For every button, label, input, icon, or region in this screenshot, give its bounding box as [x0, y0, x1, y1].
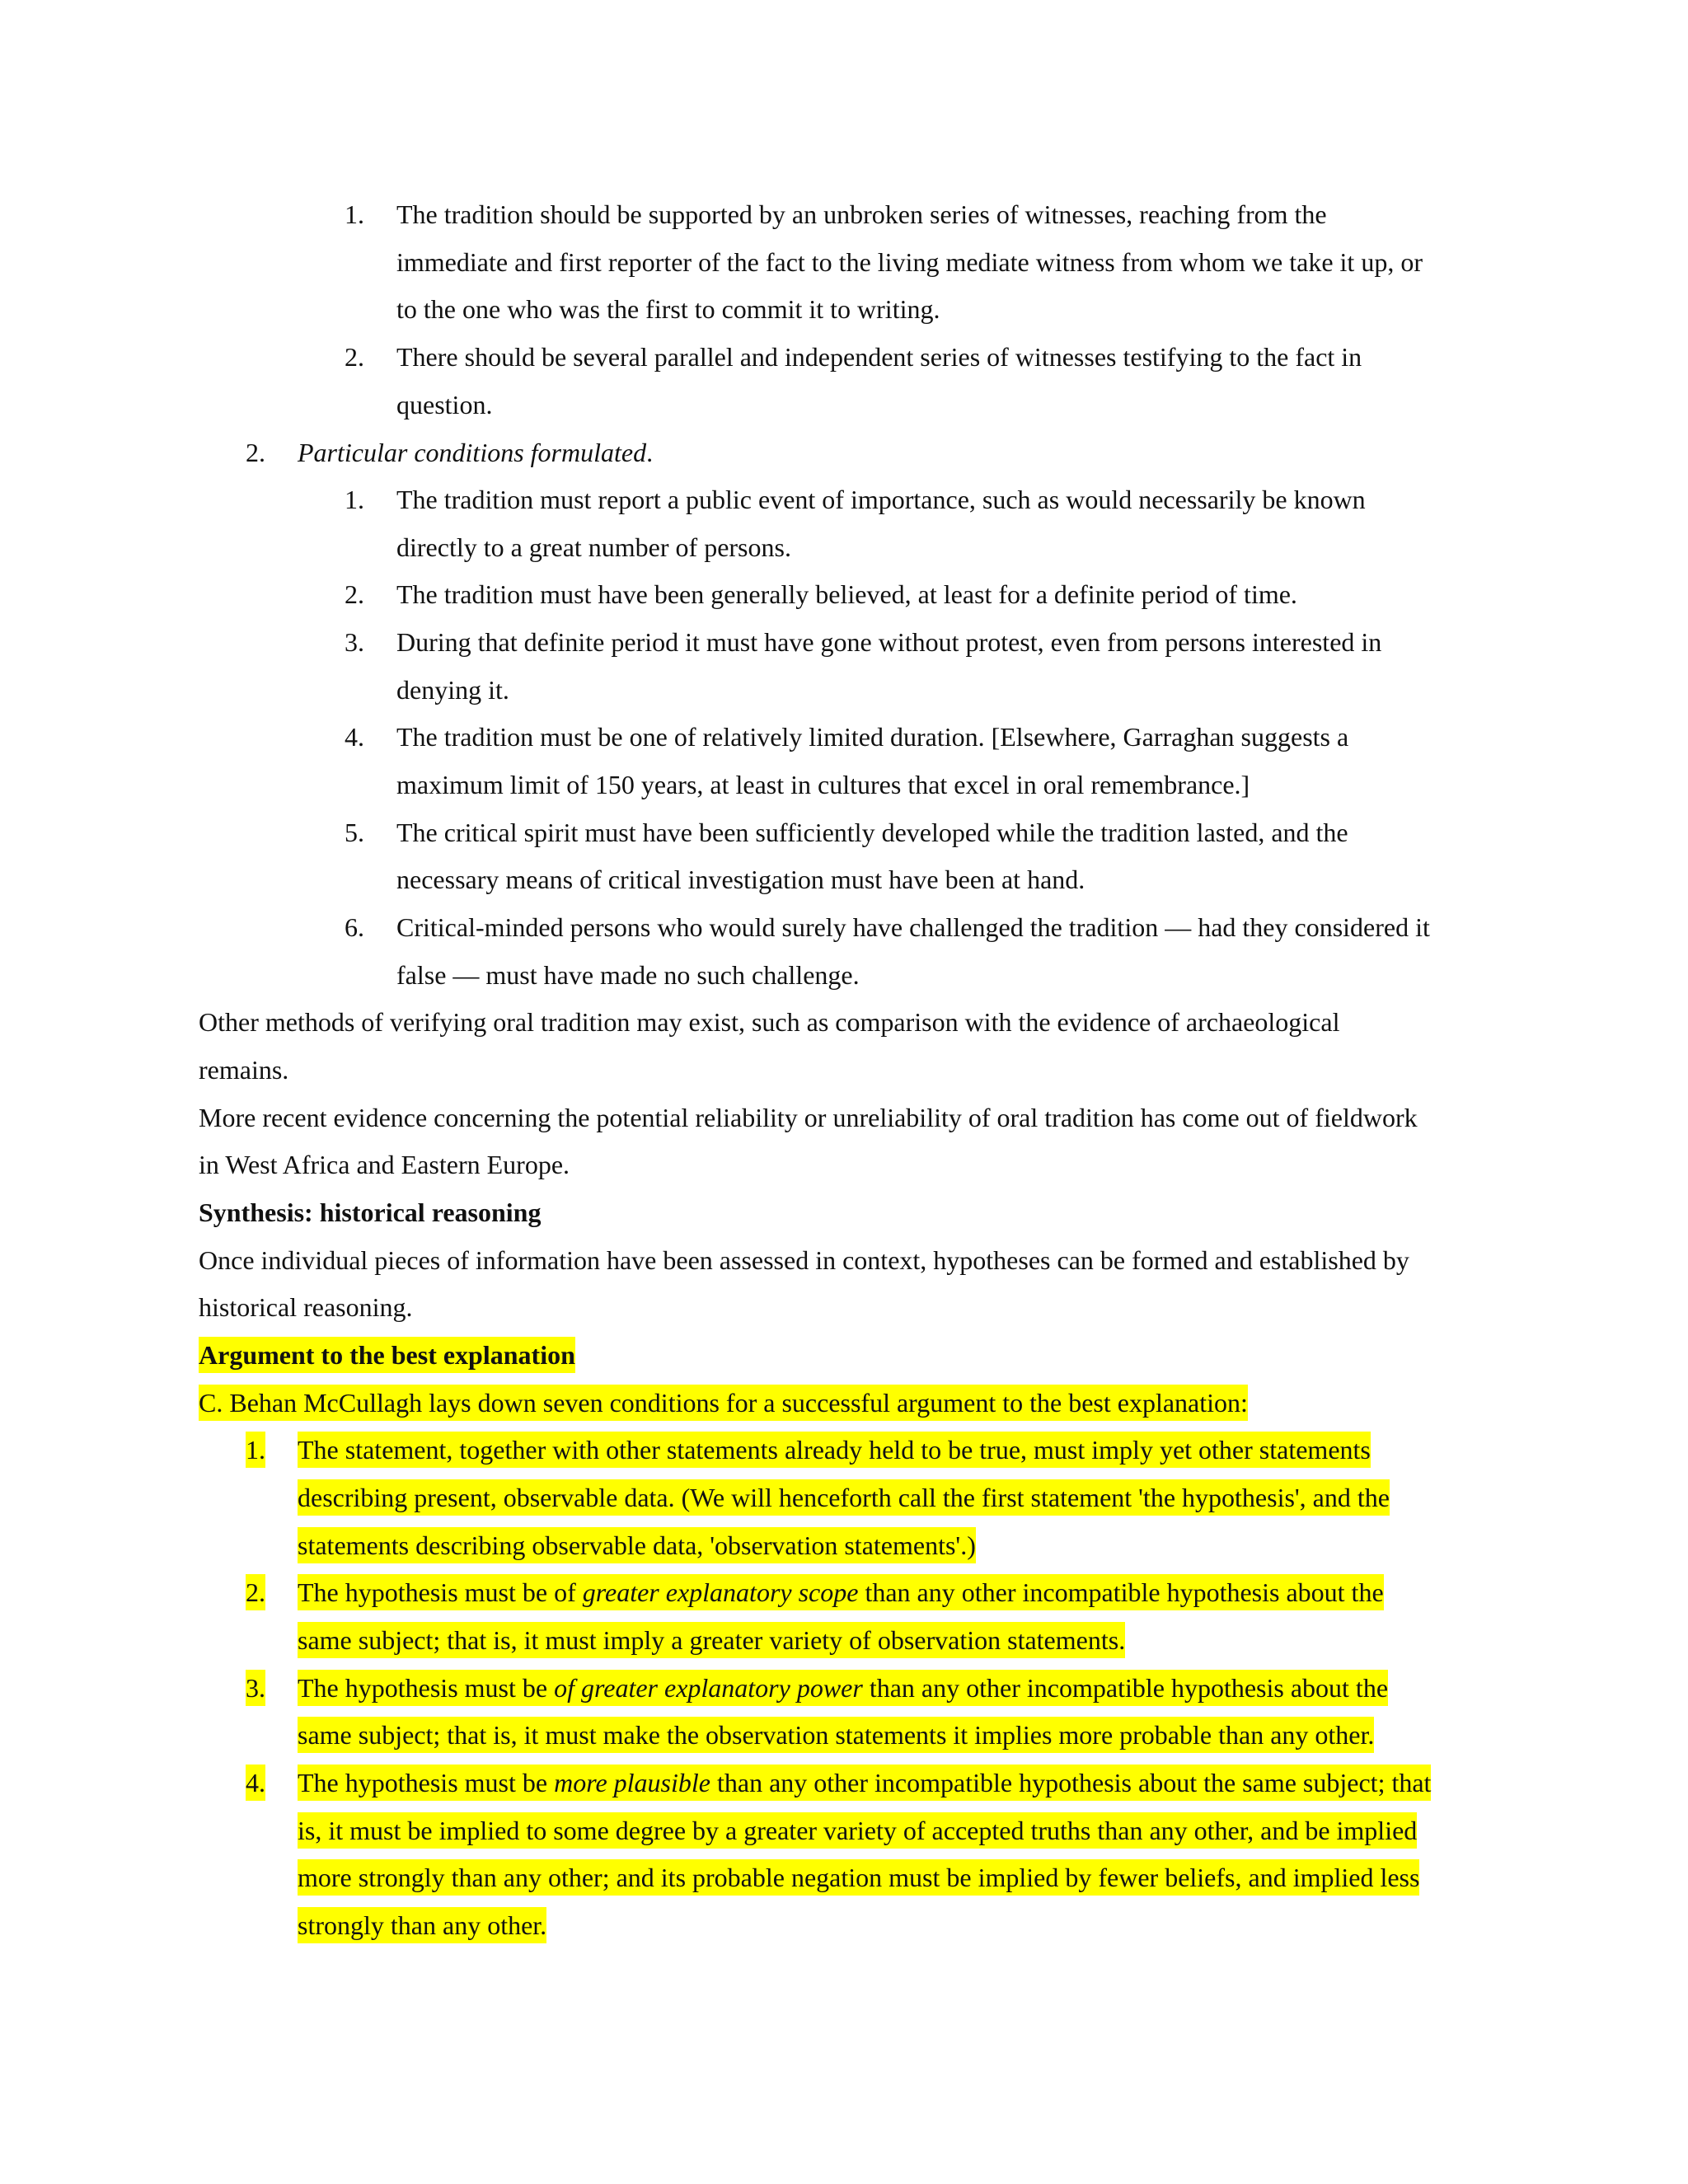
list-number: 1.	[345, 485, 364, 514]
list-item-text: directly to a great number of persons.	[396, 532, 791, 562]
list-item-text: The tradition must be one of relatively limited duration. [Elsewhere, Garraghan suggests a	[396, 722, 1349, 752]
list-item-text: same subject; that is, it must imply a greater variety of observation statements.	[298, 1622, 1125, 1658]
paragraph-text: in West Africa and Eastern Europe.	[199, 1150, 570, 1179]
list-item-text: The critical spirit must have been sufficiently developed while the tradition lasted, and the	[396, 818, 1348, 847]
list-item-text: maximum limit of 150 years, at least in cultures that excel in oral remembrance.]	[396, 770, 1250, 799]
list-item-text: statements describing observable data, 'observation statements'.)	[298, 1527, 976, 1563]
list-item-text: question.	[396, 390, 493, 419]
list-number: 2.	[345, 579, 364, 609]
list-number: 1.	[246, 1432, 265, 1468]
list-number: 4.	[246, 1765, 265, 1801]
paragraph-text: More recent evidence concerning the potential reliability or unreliability of oral tradition has come out of fieldwork	[199, 1103, 1418, 1132]
section-heading-highlighted: Argument to the best explanation	[199, 1337, 575, 1373]
list-item-text: immediate and first reporter of the fact to the living mediate witness from whom we take it up, or	[396, 247, 1423, 277]
list-item-text: same subject; that is, it must make the observation statements it implies more probable than any other.	[298, 1717, 1374, 1753]
paragraph-text: Other methods of verifying oral tradition may exist, such as comparison with the evidence of archaeological	[199, 1007, 1340, 1037]
paragraph-text: remains.	[199, 1055, 289, 1085]
list-number: 6.	[345, 912, 364, 942]
list-item-text: During that definite period it must have gone without protest, even from persons interested in	[396, 627, 1382, 657]
list-item-text: The statement, together with other statements already held to be true, must imply yet other statements	[298, 1432, 1371, 1468]
paragraph-text: Once individual pieces of information have been assessed in context, hypotheses can be formed and established by	[199, 1245, 1409, 1275]
list-item-text: The tradition must have been generally believed, at least for a definite period of time.	[396, 579, 1297, 609]
list-number: 2.	[345, 342, 364, 372]
list-item-text: The hypothesis must be more plausible than any other incompatible hypothesis about the same subject; that	[298, 1765, 1431, 1801]
paragraph-text-highlighted: C. Behan McCullagh lays down seven conditions for a successful argument to the best explanation:	[199, 1385, 1248, 1421]
list-item-text: denying it.	[396, 675, 509, 705]
list-item-text: The tradition must report a public event of importance, such as would necessarily be known	[396, 485, 1366, 514]
list-item-text: describing present, observable data. (We will henceforth call the first statement 'the hypothesis', and the	[298, 1479, 1390, 1516]
section-subtitle: Particular conditions formulated.	[298, 438, 654, 467]
list-item-text: necessary means of critical investigation must have been at hand.	[396, 865, 1085, 894]
list-number: 4.	[345, 722, 364, 752]
list-number: 3.	[246, 1670, 265, 1706]
paragraph-text: historical reasoning.	[199, 1292, 413, 1322]
list-item-text: Critical-minded persons who would surely have challenged the tradition — had they considered it	[396, 912, 1430, 942]
list-number: 3.	[345, 627, 364, 657]
section-heading: Synthesis: historical reasoning	[199, 1197, 542, 1227]
list-item-text: is, it must be implied to some degree by a greater variety of accepted truths than any other, and be implied	[298, 1812, 1417, 1849]
list-item-text: to the one who was the first to commit it to writing.	[396, 294, 940, 324]
list-number: 1.	[345, 199, 364, 229]
list-item-text: The hypothesis must be of greater explanatory power than any other incompatible hypothesis about the	[298, 1670, 1388, 1706]
list-number: 5.	[345, 818, 364, 847]
list-number: 2.	[246, 438, 265, 467]
list-number: 2.	[246, 1574, 265, 1610]
list-item-text: The hypothesis must be of greater explanatory scope than any other incompatible hypothesis about the	[298, 1574, 1384, 1610]
list-item-text: more strongly than any other; and its probable negation must be implied by fewer beliefs, and implied less	[298, 1859, 1419, 1896]
list-item-text: false — must have made no such challenge.	[396, 960, 860, 990]
list-item-text: strongly than any other.	[298, 1907, 546, 1943]
list-item-text: The tradition should be supported by an unbroken series of witnesses, reaching from the	[396, 199, 1327, 229]
list-item-text: There should be several parallel and independent series of witnesses testifying to the fact in	[396, 342, 1362, 372]
